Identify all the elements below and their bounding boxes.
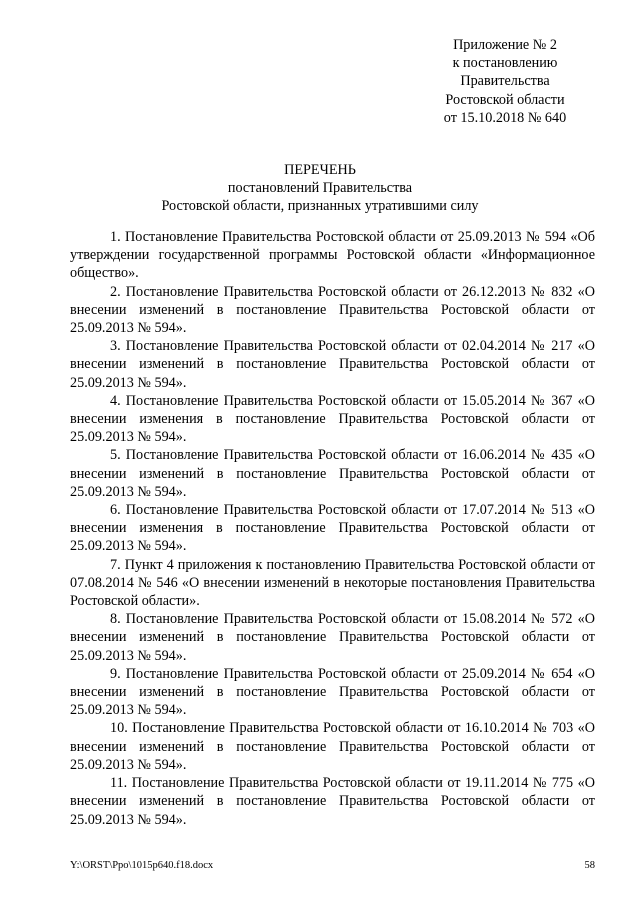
list-item: 1. Постановление Правительства Ростовской области от 25.09.2013 № 594 «Об утверждении государственной программы Ростовской области «Информационное общество». — [70, 229, 595, 282]
resolution-list — [70, 228, 595, 829]
list-item: 4. Постановление Правительства Ростовской области от 15.05.2014 № 367 «О внесении изменения в постановление Правительства Ростовской области от 25.09.2013 № 594». — [70, 392, 595, 446]
appendix-line: от 15.10.2018 № 640 — [443, 109, 567, 126]
appendix-line: Приложение № 2 — [453, 37, 557, 53]
list-item: 5. Постановление Правительства Ростовской области от 16.06.2014 № 435 «О внесении изменений в постановление Правительства Ростовской области от 25.09.2013 № 594». — [70, 447, 595, 500]
appendix-line: Правительства — [460, 73, 550, 90]
appendix-line: к постановлению — [452, 55, 558, 72]
page-number: 58 — [584, 860, 595, 871]
list-item: 6. Постановление Правительства Ростовской области от 17.07.2014 № 513 «О внесении изменения в постановление Правительства Ростовской области от 25.09.2013 № 594». — [70, 502, 595, 555]
list-item: 2. Постановление Правительства Ростовской области от 26.12.2013 № 832 «О внесении изменений в постановление Правительства Ростовской области от 25.09.2013 № 594». — [70, 283, 595, 337]
list-item: 9. Постановление Правительства Ростовской области от 25.09.2014 № 654 «О внесении изменений в постановление Правительства Ростовской области от 25.09.2013 № 594». — [70, 665, 595, 719]
list-item: 3. Постановление Правительства Ростовской области от 02.04.2014 № 217 «О внесении изменений в постановление Правительства Ростовской области от 25.09.2013 № 594». — [70, 338, 595, 391]
document-subtitle: постановлений Правительства — [227, 180, 413, 197]
document-heading — [0, 161, 640, 216]
document-title: ПЕРЕЧЕНЬ — [284, 162, 356, 178]
appendix-line: Ростовской области — [445, 91, 565, 108]
list-item: 7. Пункт 4 приложения к постановлению Правительства Ростовской области от 07.08.2014 № 546 «О внесении изменений в некоторые постановления Правительства Ростовской области». — [70, 556, 595, 610]
document-subtitle: Ростовской области, признанных утратившими силу — [161, 198, 479, 215]
list-item: 8. Постановление Правительства Ростовской области от 15.08.2014 № 572 «О внесении изменений в постановление Правительства Ростовской области от 25.09.2013 № 594». — [70, 611, 595, 664]
appendix-header — [400, 36, 610, 127]
list-item: 11. Постановление Правительства Ростовской области от 19.11.2014 № 775 «О внесении изменений в постановление Правительства Ростовской области от 25.09.2013 № 594». — [70, 775, 595, 828]
file-path: Y:\ORST\Ppo\1015p640.f18.docx — [70, 860, 214, 871]
list-item: 10. Постановление Правительства Ростовской области от 16.10.2014 № 703 «О внесении изменений в постановление Правительства Ростовской области от 25.09.2013 № 594». — [70, 720, 595, 773]
